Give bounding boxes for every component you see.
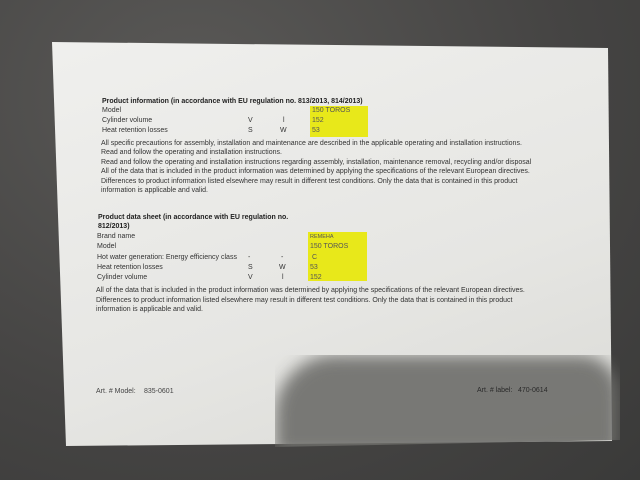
row-value: 152 (312, 117, 324, 124)
paragraph: Read and follow the operating and installation instructions. (101, 149, 282, 156)
paragraph: information is applicable and valid. (96, 306, 204, 313)
row-value: 53 (312, 127, 320, 134)
paragraph: Differences to product information listed elsewhere may result in different test conditions. Only the data that is contained in this product (101, 178, 518, 185)
row-unit: l (283, 117, 285, 124)
section-title: 812/2013) (98, 223, 130, 230)
row-label: Heat retention losses (102, 127, 168, 134)
paragraph: All of the data that is included in the product information was determined by applying the specifications of the relevant European directives. (96, 287, 525, 294)
row-label: Cylinder volume (97, 274, 148, 281)
row-value: C (312, 254, 318, 261)
row-symbol: V (248, 117, 253, 124)
section-title: Product information (in accordance with EU regulation no. 813/2013, 814/2013) (102, 98, 363, 105)
row-unit: W (279, 264, 286, 271)
section-title: Product data sheet (in accordance with EU regulation no. (98, 214, 289, 221)
paragraph: information is applicable and valid. (101, 187, 209, 194)
paragraph: All specific precautions for assembly, installation and maintenance are described in the applicable operating and installation instructions. (101, 140, 522, 147)
row-symbol: S (248, 264, 253, 271)
row-label: Model (97, 243, 117, 250)
row-label: Model (102, 107, 122, 114)
art-model-label: Art. # Model: (96, 388, 136, 395)
row-unit: W (280, 127, 287, 134)
row-label: Heat retention losses (97, 264, 163, 271)
row-value: 152 (310, 274, 322, 281)
paragraph: Read and follow the operating and installation instructions regarding assembly, installation, maintenance removal, recycling and/or disposal (101, 159, 532, 166)
paragraph: Differences to product information listed elsewhere may result in different test conditions. Only the data that is contained in this product (96, 297, 513, 304)
row-label: Cylinder volume (102, 117, 153, 124)
row-label: Hot water generation: Energy efficiency class (97, 254, 237, 261)
art-label-label: Art. # label: (477, 387, 513, 394)
row-unit: - (281, 254, 284, 261)
art-label-value: 470-0614 (518, 387, 548, 394)
row-value: 53 (310, 264, 318, 271)
row-symbol: V (248, 274, 253, 281)
hand-shadow (275, 355, 620, 455)
row-label: Brand name (97, 233, 136, 240)
paragraph: All of the data that is included in the product information was determined by applying the specifications of the relevant European directives. (101, 168, 530, 175)
row-symbol: S (248, 127, 253, 134)
row-value: REMEHA (310, 234, 334, 240)
row-value: 150 TOROS (310, 243, 349, 250)
row-symbol: - (248, 254, 251, 261)
row-unit: l (282, 274, 284, 281)
art-model-value: 835-0601 (144, 388, 174, 395)
row-value: 150 TOROS (312, 107, 351, 114)
